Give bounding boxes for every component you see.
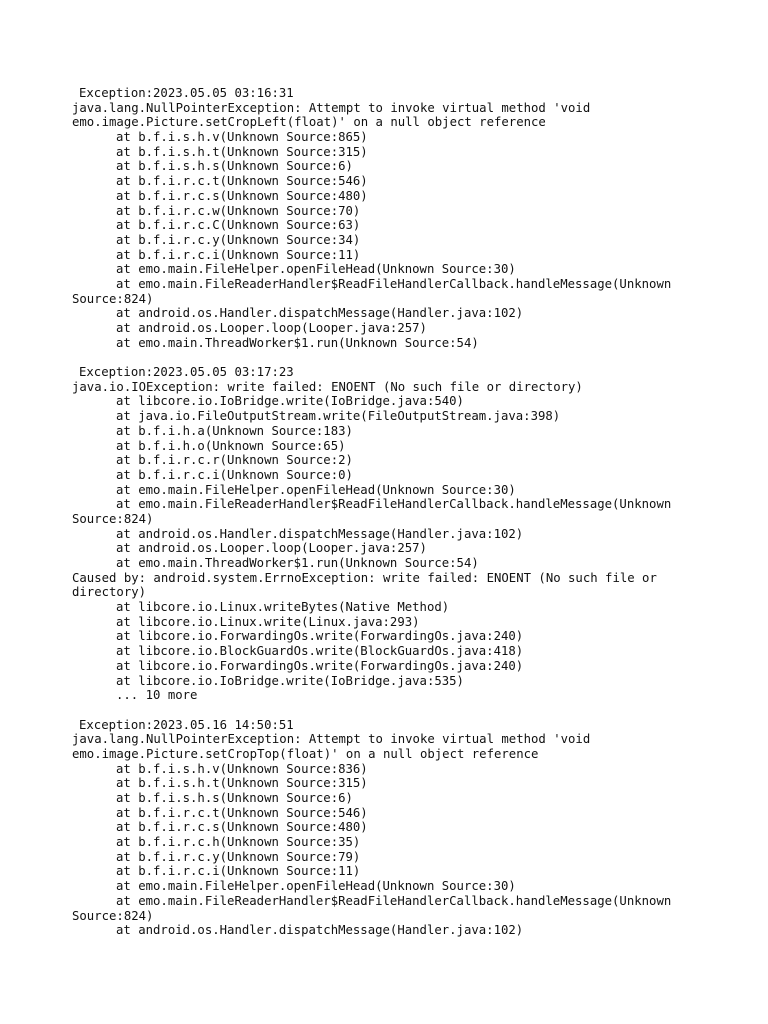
stack-frame-line: at b.f.i.r.c.i(Unknown Source:11) — [116, 864, 361, 879]
stack-frame-line: at b.f.i.s.h.s(Unknown Source:6) — [116, 159, 353, 174]
message-line: java.lang.NullPointerException: Attempt to invoke virtual method 'void — [72, 732, 591, 747]
stack-frame-line: at android.os.Looper.loop(Looper.java:257) — [116, 541, 427, 556]
stack-frame-line: at libcore.io.BlockGuardOs.write(BlockGuardOs.java:418) — [116, 644, 524, 659]
exception-entry — [72, 365, 762, 703]
exception-timestamp-header: Exception:2023.05.16 14:50:51 — [79, 717, 294, 732]
exception-timestamp-header: Exception:2023.05.05 03:17:23 — [79, 365, 294, 380]
exception-entry — [72, 718, 762, 938]
message-line: emo.image.Picture.setCropTop(float)' on a null object reference — [72, 746, 539, 761]
message-line: Caused by: android.system.ErrnoException: write failed: ENOENT (No such file or — [72, 570, 657, 585]
stack-frame-line: at libcore.io.IoBridge.write(IoBridge.java:540) — [116, 394, 464, 409]
stack-frame-line: at b.f.i.r.c.y(Unknown Source:34) — [116, 232, 361, 247]
stack-frame-line: at android.os.Looper.loop(Looper.java:257) — [116, 321, 427, 335]
stack-frame-line: at b.f.i.r.c.C(Unknown Source:63) — [116, 218, 361, 233]
stack-frame-line: at b.f.i.s.h.s(Unknown Source:6) — [116, 791, 353, 805]
message-line: java.lang.NullPointerException: Attempt to invoke virtual method 'void — [72, 100, 591, 115]
stack-frame-line: at emo.main.ThreadWorker$1.run(Unknown Source:54) — [116, 556, 479, 570]
stack-frame-line: at b.f.i.r.c.r(Unknown Source:2) — [116, 453, 353, 468]
stack-frame-line: at libcore.io.ForwardingOs.write(ForwardingOs.java:240) — [116, 629, 524, 644]
exception-timestamp-header: Exception:2023.05.05 03:16:31 — [79, 86, 294, 100]
stack-frame-line: at android.os.Handler.dispatchMessage(Handler.java:102) — [116, 306, 524, 321]
message-line: Source:824) — [72, 511, 154, 526]
stack-frame-line: at emo.main.FileReaderHandler$ReadFileHandlerCallback.handleMessage(Unknown — [116, 893, 672, 908]
stack-frame-line: at b.f.i.r.c.i(Unknown Source:0) — [116, 467, 353, 482]
message-line: java.io.IOException: write failed: ENOENT (No such file or directory) — [72, 379, 583, 394]
stack-frame-line: at b.f.i.r.c.w(Unknown Source:70) — [116, 203, 361, 218]
document-page — [72, 86, 762, 953]
stack-frame-line: at libcore.io.Linux.writeBytes(Native Method) — [116, 600, 450, 615]
exception-entry — [72, 86, 762, 350]
stack-frame-line: at b.f.i.h.a(Unknown Source:183) — [116, 423, 353, 438]
stack-frame-line: at b.f.i.r.c.t(Unknown Source:546) — [116, 174, 368, 189]
stack-frame-line: at b.f.i.r.c.s(Unknown Source:480) — [116, 188, 368, 203]
stack-frame-line: at b.f.i.s.h.t(Unknown Source:315) — [116, 144, 368, 159]
stack-frame-line: at b.f.i.s.h.v(Unknown Source:865) — [116, 130, 368, 145]
stack-frame-line: at libcore.io.Linux.write(Linux.java:293) — [116, 614, 420, 629]
message-line: Source:824) — [72, 291, 154, 306]
stack-frame-line: at b.f.i.r.c.h(Unknown Source:35) — [116, 835, 361, 850]
stack-frame-line: at b.f.i.r.c.i(Unknown Source:11) — [116, 247, 361, 262]
stack-frame-line: at b.f.i.s.h.t(Unknown Source:315) — [116, 776, 368, 791]
stack-frame-line: at android.os.Handler.dispatchMessage(Handler.java:102) — [116, 923, 524, 938]
stack-frame-line: at libcore.io.ForwardingOs.write(ForwardingOs.java:240) — [116, 658, 524, 673]
stack-frame-line: at b.f.i.r.c.s(Unknown Source:480) — [116, 820, 368, 835]
stack-frame-line: at b.f.i.r.c.y(Unknown Source:79) — [116, 849, 361, 864]
stack-frame-line: ... 10 more — [116, 688, 198, 703]
stack-frame-line: at emo.main.FileReaderHandler$ReadFileHandlerCallback.handleMessage(Unknown — [116, 276, 672, 291]
stack-frame-line: at emo.main.FileHelper.openFileHead(Unknown Source:30) — [116, 482, 516, 497]
stack-frame-line: at b.f.i.h.o(Unknown Source:65) — [116, 438, 346, 453]
stack-frame-line: at emo.main.FileReaderHandler$ReadFileHandlerCallback.handleMessage(Unknown — [116, 497, 672, 512]
stack-frame-line: at android.os.Handler.dispatchMessage(Handler.java:102) — [116, 526, 524, 541]
stack-frame-line: at emo.main.ThreadWorker$1.run(Unknown Source:54) — [116, 335, 479, 350]
message-line: Source:824) — [72, 908, 154, 923]
stack-frame-line: at emo.main.FileHelper.openFileHead(Unknown Source:30) — [116, 262, 516, 277]
message-line: emo.image.Picture.setCropLeft(float)' on a null object reference — [72, 115, 546, 130]
exception-log — [72, 86, 762, 938]
stack-frame-line: at emo.main.FileHelper.openFileHead(Unknown Source:30) — [116, 879, 516, 894]
stack-frame-line: at java.io.FileOutputStream.write(FileOutputStream.java:398) — [116, 409, 561, 424]
message-line: directory) — [72, 585, 147, 600]
stack-frame-line: at b.f.i.r.c.t(Unknown Source:546) — [116, 805, 368, 820]
stack-frame-line: at libcore.io.IoBridge.write(IoBridge.java:535) — [116, 673, 464, 688]
stack-frame-line: at b.f.i.s.h.v(Unknown Source:836) — [116, 761, 368, 776]
